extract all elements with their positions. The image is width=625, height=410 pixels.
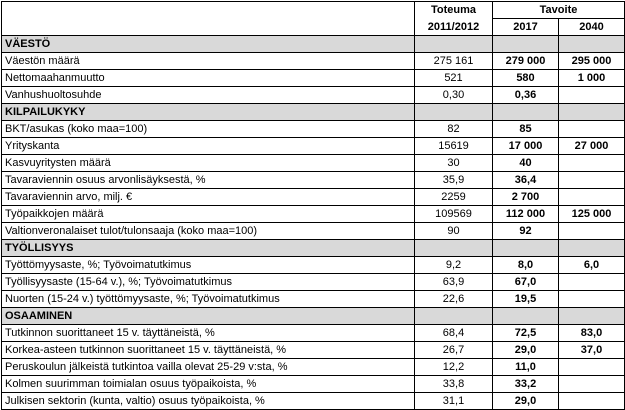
value-actual: 31,1 xyxy=(415,393,493,410)
value-target-2017: 40 xyxy=(493,155,559,172)
row-label: Kolmen suurimman toimialan osuus työpaikoista, % xyxy=(2,376,415,393)
row-label: Työpaikkojen määrä xyxy=(2,206,415,223)
row-label: Yrityskanta xyxy=(2,138,415,155)
row-label: Tavaraviennin osuus arvonlisäyksestä, % xyxy=(2,172,415,189)
table-row xyxy=(2,70,625,87)
header-year-2040: 2040 xyxy=(559,19,625,36)
value-target-2017: 36,4 xyxy=(493,172,559,189)
value-target-2040 xyxy=(559,274,625,291)
value-target-2040 xyxy=(559,172,625,189)
value-actual: 15619 xyxy=(415,138,493,155)
value-target-2017: 2 700 xyxy=(493,189,559,206)
value-target-2017: 72,5 xyxy=(493,325,559,342)
value-target-2017: 19,5 xyxy=(493,291,559,308)
section-empty-cell xyxy=(493,36,559,53)
table-row xyxy=(2,325,625,342)
section-empty-cell xyxy=(415,308,493,325)
table-row xyxy=(2,393,625,410)
value-actual: 30 xyxy=(415,155,493,172)
value-actual: 0,30 xyxy=(415,87,493,104)
value-actual: 22,6 xyxy=(415,291,493,308)
value-actual: 90 xyxy=(415,223,493,240)
value-target-2040 xyxy=(559,359,625,376)
section-title: OSAAMINEN xyxy=(2,308,415,325)
value-actual: 63,9 xyxy=(415,274,493,291)
table-row xyxy=(2,138,625,155)
table-row xyxy=(2,342,625,359)
section-empty-cell xyxy=(559,308,625,325)
section-header-row xyxy=(2,240,625,257)
row-label: Tutkinnon suorittaneet 15 v. täyttäneistä, % xyxy=(2,325,415,342)
value-target-2017: 85 xyxy=(493,121,559,138)
table-row xyxy=(2,87,625,104)
value-target-2040: 27 000 xyxy=(559,138,625,155)
table-row xyxy=(2,359,625,376)
value-target-2040 xyxy=(559,87,625,104)
header-empty-cell xyxy=(2,2,415,19)
row-label: BKT/asukas (koko maa=100) xyxy=(2,121,415,138)
value-target-2040 xyxy=(559,376,625,393)
value-actual: 82 xyxy=(415,121,493,138)
table-row xyxy=(2,172,625,189)
table-row xyxy=(2,53,625,70)
value-target-2040: 125 000 xyxy=(559,206,625,223)
row-label: Kasvuyritysten määrä xyxy=(2,155,415,172)
row-label: Julkisen sektorin (kunta, valtio) osuus työpaikoista, % xyxy=(2,393,415,410)
value-target-2017: 29,0 xyxy=(493,342,559,359)
section-empty-cell xyxy=(415,104,493,121)
value-target-2017: 67,0 xyxy=(493,274,559,291)
value-actual: 35,9 xyxy=(415,172,493,189)
value-actual: 68,4 xyxy=(415,325,493,342)
row-label: Nettomaahanmuutto xyxy=(2,70,415,87)
value-actual: 521 xyxy=(415,70,493,87)
table-row xyxy=(2,291,625,308)
indicator-table-body xyxy=(2,2,625,410)
row-label: Työllisyysaste (15-64 v.), %; Työvoimatutkimus xyxy=(2,274,415,291)
header-tavoite: Tavoite xyxy=(493,2,625,19)
value-target-2040 xyxy=(559,189,625,206)
table-row xyxy=(2,274,625,291)
table-row xyxy=(2,257,625,274)
value-target-2017: 8,0 xyxy=(493,257,559,274)
row-label: Nuorten (15-24 v.) työttömyysaste, %; Työvoimatutkimus xyxy=(2,291,415,308)
value-target-2040 xyxy=(559,291,625,308)
header-row-2 xyxy=(2,19,625,36)
row-label: Työttömyysaste, %; Työvoimatutkimus xyxy=(2,257,415,274)
header-toteuma: Toteuma xyxy=(415,2,493,19)
value-target-2040 xyxy=(559,121,625,138)
section-empty-cell xyxy=(493,104,559,121)
row-label: Tavaraviennin arvo, milj. € xyxy=(2,189,415,206)
value-actual: 26,7 xyxy=(415,342,493,359)
value-target-2040 xyxy=(559,155,625,172)
header-row-1 xyxy=(2,2,625,19)
section-empty-cell xyxy=(559,240,625,257)
table-row xyxy=(2,206,625,223)
section-title: VÄESTÖ xyxy=(2,36,415,53)
value-target-2040 xyxy=(559,223,625,240)
row-label: Väestön määrä xyxy=(2,53,415,70)
table-row xyxy=(2,155,625,172)
value-target-2017: 580 xyxy=(493,70,559,87)
row-label: Valtionveronalaiset tulot/tulonsaaja (koko maa=100) xyxy=(2,223,415,240)
value-target-2017: 11,0 xyxy=(493,359,559,376)
row-label: Korkea-asteen tutkinnon suorittaneet 15 v. täyttäneistä, % xyxy=(2,342,415,359)
header-empty-cell-2 xyxy=(2,19,415,36)
section-header-row xyxy=(2,308,625,325)
value-actual: 109569 xyxy=(415,206,493,223)
table-row xyxy=(2,376,625,393)
value-actual: 9,2 xyxy=(415,257,493,274)
indicator-table xyxy=(1,1,625,410)
value-actual: 2259 xyxy=(415,189,493,206)
row-label: Peruskoulun jälkeistä tutkintoa vailla olevat 25-29 v:sta, % xyxy=(2,359,415,376)
header-year-2017: 2017 xyxy=(493,19,559,36)
section-header-row xyxy=(2,104,625,121)
section-empty-cell xyxy=(559,104,625,121)
value-target-2040: 83,0 xyxy=(559,325,625,342)
value-target-2040 xyxy=(559,393,625,410)
section-empty-cell xyxy=(559,36,625,53)
value-target-2040: 295 000 xyxy=(559,53,625,70)
section-empty-cell xyxy=(415,36,493,53)
table-row xyxy=(2,189,625,206)
table-row xyxy=(2,223,625,240)
table-row xyxy=(2,121,625,138)
value-target-2017: 17 000 xyxy=(493,138,559,155)
value-target-2017: 0,36 xyxy=(493,87,559,104)
value-target-2017: 33,2 xyxy=(493,376,559,393)
section-title: KILPAILUKYKY xyxy=(2,104,415,121)
section-header-row xyxy=(2,36,625,53)
value-target-2040: 37,0 xyxy=(559,342,625,359)
section-empty-cell xyxy=(493,308,559,325)
value-target-2017: 279 000 xyxy=(493,53,559,70)
row-label: Vanhushuoltosuhde xyxy=(2,87,415,104)
value-target-2040: 1 000 xyxy=(559,70,625,87)
value-actual: 275 161 xyxy=(415,53,493,70)
value-target-2017: 29,0 xyxy=(493,393,559,410)
value-target-2017: 92 xyxy=(493,223,559,240)
section-empty-cell xyxy=(415,240,493,257)
section-empty-cell xyxy=(493,240,559,257)
section-title: TYÖLLISYYS xyxy=(2,240,415,257)
value-actual: 33,8 xyxy=(415,376,493,393)
header-year-actual: 2011/2012 xyxy=(415,19,493,36)
value-target-2017: 112 000 xyxy=(493,206,559,223)
value-target-2040: 6,0 xyxy=(559,257,625,274)
value-actual: 12,2 xyxy=(415,359,493,376)
